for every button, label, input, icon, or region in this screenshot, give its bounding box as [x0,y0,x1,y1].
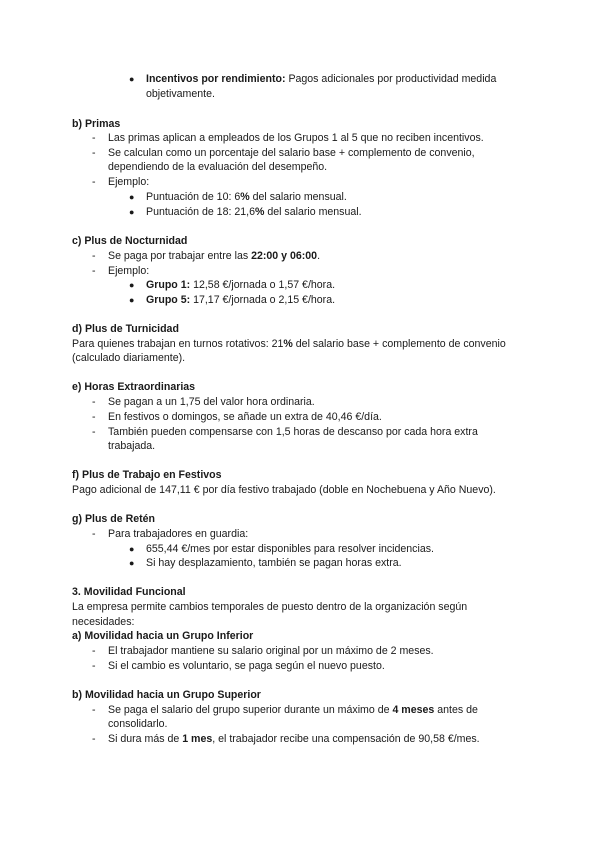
primas-example-1 [146,190,347,204]
duration: 4 meses [392,704,435,716]
dash-marker: - [92,396,96,408]
paragraph-text: Para quienes trabajan en turnos rotativos: 21 [72,338,284,350]
dash-marker: - [92,733,96,745]
example-text: Puntuación de 18: 21,6 [146,206,255,218]
rate-text: 17,17 €/jornada o 2,15 €/hora. [190,294,336,306]
hours-range: 22:00 y 06:00 [251,250,318,262]
dash-marker: - [92,528,96,540]
dash-marker: - [92,645,96,657]
bullet-marker: ● [129,192,135,202]
reten-sub-item: 655,44 €/mes por estar disponibles para resolver incidencias. [146,543,434,555]
reten-sub-item: Si hay desplazamiento, también se pagan horas extra. [146,557,402,569]
bullet-marker: ● [129,280,135,290]
extraordinarias-item: También pueden compensarse con 1,5 horas de descanso por cada hora extra [108,426,478,438]
item-text: Se paga por trabajar entre las [108,250,252,262]
primas-item: Se calculan como un porcentaje del salario base + complemento de convenio, [108,147,475,159]
extraordinarias-heading: e) Horas Extraordinarias [72,381,196,393]
reten-heading: g) Plus de Retén [72,513,155,525]
duration: 1 mes [182,733,213,745]
festivos-line: Pago adicional de 147,11 € por día festivo trabajado (doble en Nochebuena y Año Nuevo). [72,484,496,496]
dash-marker: - [92,265,96,277]
festivos-heading: f) Plus de Trabajo en Festivos [72,469,222,481]
example-text: del salario mensual. [249,191,347,203]
grupo-5-rate [146,293,335,307]
grupo-1-rate [146,278,335,292]
dash-marker: - [92,176,96,188]
dash-marker: - [92,147,96,159]
primas-example-2 [146,205,362,219]
rate-text: 12,58 €/jornada o 1,57 €/hora. [190,279,336,291]
incentivos-text: Pagos adicionales por productividad medida [285,73,497,85]
grupo-inferior-item: Si el cambio es voluntario, se paga según el nuevo puesto. [108,660,385,672]
bullet-marker: ● [129,544,135,554]
dash-marker: - [92,704,96,716]
dash-marker: - [92,250,96,262]
example-text: Puntuación de 10: 6 [146,191,241,203]
primas-item: Las primas aplican a empleados de los Grupos 1 al 5 que no reciben incentivos. [108,132,484,144]
primas-item-continuation: dependiendo de la evaluación del desempeño. [108,161,328,173]
bullet-marker: ● [129,295,135,305]
paragraph-text: del salario base + complemento de convenio [292,338,506,350]
example-percent: % [240,191,250,203]
incentivos-continuation: objetivamente. [146,88,215,100]
example-text: del salario mensual. [264,206,362,218]
example-percent: % [254,206,265,218]
nocturnidad-heading: c) Plus de Nocturnidad [72,235,188,247]
incentivos-bullet [146,72,496,86]
item-text: Si dura más de [108,733,183,745]
nocturnidad-item [108,249,320,263]
grupo-superior-item [108,732,480,746]
grupo-superior-item [108,703,478,717]
movilidad-intro: La empresa permite cambios temporales de puesto dentro de la organización según [72,601,468,613]
dash-marker: - [92,660,96,672]
grupo-label: Grupo 5: [146,294,191,306]
item-text: antes de [434,704,478,716]
grupo-superior-heading: b) Movilidad hacia un Grupo Superior [72,689,261,701]
reten-item: Para trabajadores en guardia: [108,528,249,540]
incentivos-label: Incentivos por rendimiento: [146,73,286,85]
grupo-label: Grupo 1: [146,279,191,291]
grupo-inferior-item: El trabajador mantiene su salario original por un máximo de 2 meses. [108,645,434,657]
primas-heading: b) Primas [72,118,121,130]
turnicidad-line-continuation: (calculado diariamente). [72,352,186,364]
primas-item: Ejemplo: [108,176,150,188]
percent-sign: % [283,338,293,350]
item-text: Se paga el salario del grupo superior durante un máximo de [108,704,393,716]
bullet-marker: ● [129,207,135,217]
dash-marker: - [92,132,96,144]
turnicidad-line [72,337,506,351]
movilidad-heading: 3. Movilidad Funcional [72,586,186,598]
turnicidad-heading: d) Plus de Turnicidad [72,323,179,335]
extraordinarias-item-continuation: trabajada. [108,440,156,452]
item-text: , el trabajador recibe una compensación de 90,58 €/mes. [212,733,480,745]
grupo-inferior-heading: a) Movilidad hacia un Grupo Inferior [72,630,254,642]
nocturnidad-item: Ejemplo: [108,265,150,277]
item-text: . [317,250,321,262]
extraordinarias-item: Se pagan a un 1,75 del valor hora ordinaria. [108,396,315,408]
dash-marker: - [92,426,96,438]
bullet-marker: ● [129,74,135,84]
bullet-marker: ● [129,558,135,568]
movilidad-intro-continuation: necesidades: [72,616,135,628]
dash-marker: - [92,411,96,423]
grupo-superior-item-continuation: consolidarlo. [108,718,168,730]
extraordinarias-item: En festivos o domingos, se añade un extra de 40,46 €/día. [108,411,382,423]
